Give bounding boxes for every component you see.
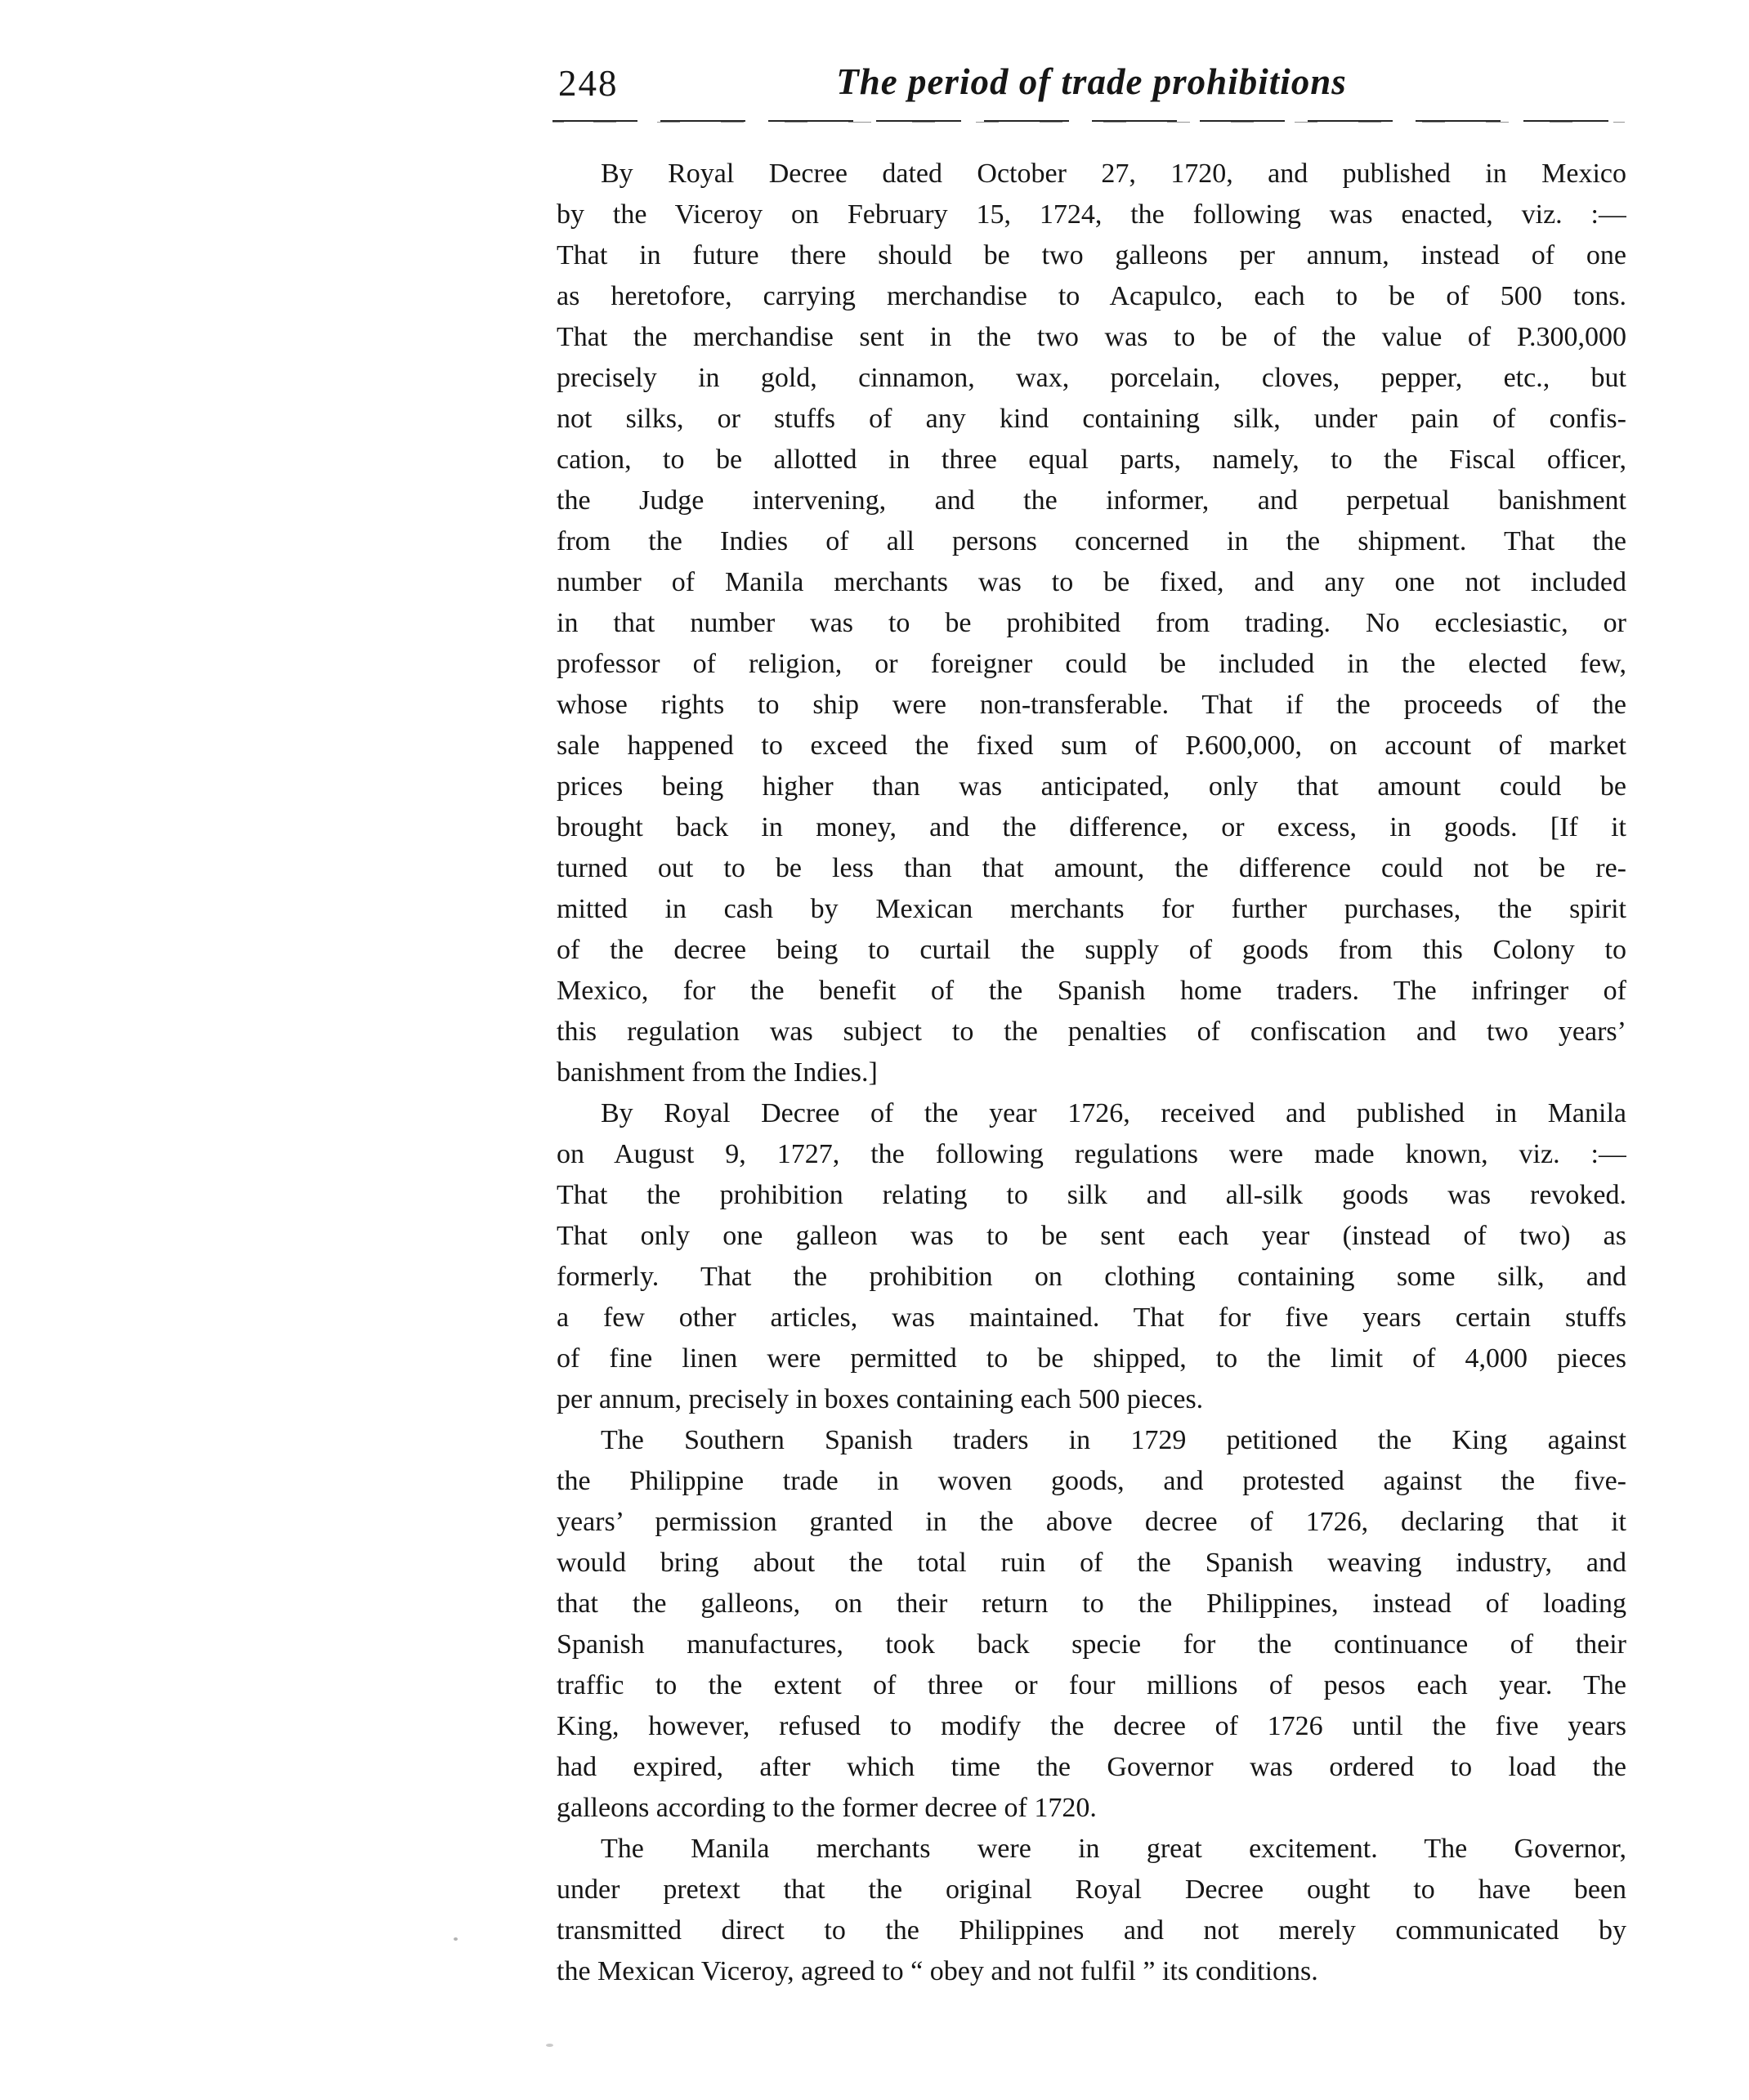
text-line: That the merchandise sent in the two was to be of the value of P.300,000 (557, 322, 1626, 352)
text-line: transmitted direct to the Philippines and not merely communicated by (557, 1915, 1626, 1946)
text-line: prices being higher than was anticipated, only that amount could be (557, 771, 1626, 802)
page-number: 248 (558, 63, 619, 104)
page-title: The period of trade prohibitions (836, 61, 1347, 102)
text-line: traffic to the extent of three or four millions of pesos each year. The (557, 1670, 1626, 1700)
text-line: That the prohibition relating to silk and all-silk goods was revoked. (557, 1180, 1626, 1210)
text-line: this regulation was subject to the penalties of confiscation and two years’ (557, 1016, 1626, 1047)
text-line: the Mexican Viceroy, agreed to “ obey and not fulfil ” its conditions. (557, 1956, 1318, 1986)
text-line: sale happened to exceed the fixed sum of P.600,000, on account of market (557, 731, 1626, 761)
header-rule (552, 120, 1625, 123)
page-header (557, 60, 1626, 103)
scan-speck (454, 1937, 458, 1941)
text-line: That only one galleon was to be sent each year (instead of two) as (557, 1221, 1626, 1251)
text-line: whose rights to ship were non-transferable. That if the proceeds of the (557, 690, 1626, 720)
text-line: the Philippine trade in woven goods, and protested against the five- (557, 1466, 1626, 1496)
text-line: would bring about the total ruin of the Spanish weaving industry, and (557, 1548, 1626, 1578)
text-line: Mexico, for the benefit of the Spanish home traders. The infringer of (557, 976, 1626, 1006)
text-line: under pretext that the original Royal Decree ought to have been (557, 1874, 1626, 1905)
text-line: years’ permission granted in the above decree of 1726, declaring that it (557, 1507, 1626, 1537)
scan-speck (546, 2044, 553, 2047)
text-line: in that number was to be prohibited from trading. No ecclesiastic, or (557, 608, 1626, 638)
text-line: brought back in money, and the difference, or excess, in goods. [If it (557, 812, 1626, 842)
text-line: cation, to be allotted in three equal parts, namely, to the Fiscal officer, (557, 445, 1626, 475)
text-line: Spanish manufactures, took back specie for the continuance of their (557, 1629, 1626, 1660)
text-line: By Royal Decree dated October 27, 1720, and published in Mexico (601, 159, 1626, 189)
text-line: mitted in cash by Mexican merchants for further purchases, the spirit (557, 894, 1626, 924)
text-line: The Manila merchants were in great excitement. The Governor, (601, 1834, 1626, 1864)
text-line: that the galleons, on their return to the Philippines, instead of loading (557, 1588, 1626, 1619)
paragraph (557, 1093, 1626, 1420)
text-line: number of Manila merchants was to be fixed, and any one not included (557, 567, 1626, 597)
paragraph (557, 1829, 1626, 1992)
text-line: That in future there should be two galleons per annum, instead of one (557, 240, 1626, 270)
text-line: By Royal Decree of the year 1726, received and published in Manila (601, 1098, 1626, 1128)
paragraph (557, 1420, 1626, 1829)
text-line: a few other articles, was maintained. That for five years certain stuffs (557, 1302, 1626, 1333)
text-line: of the decree being to curtail the supply of goods from this Colony to (557, 935, 1626, 965)
text-line: per annum, precisely in boxes containing each 500 pieces. (557, 1384, 1204, 1414)
text-line: had expired, after which time the Governor was ordered to load the (557, 1752, 1626, 1782)
text-line: from the Indies of all persons concerned in the shipment. That the (557, 526, 1626, 556)
text-line: professor of religion, or foreigner could be included in the elected few, (557, 649, 1626, 679)
text-line: not silks, or stuffs of any kind containing silk, under pain of confis- (557, 404, 1626, 434)
text-line: of fine linen were permitted to be shipped, to the limit of 4,000 pieces (557, 1343, 1626, 1374)
paragraph (557, 154, 1626, 1093)
text-line: galleons according to the former decree of 1720. (557, 1793, 1097, 1823)
text-line: as heretofore, carrying merchandise to Acapulco, each to be of 500 tons. (557, 281, 1626, 311)
text-block (557, 154, 1626, 1992)
text-line: formerly. That the prohibition on clothing containing some silk, and (557, 1262, 1626, 1292)
text-line: turned out to be less than that amount, the difference could not be re- (557, 853, 1626, 883)
text-line: the Judge intervening, and the informer, and perpetual banishment (557, 485, 1626, 516)
text-line: King, however, refused to modify the decree of 1726 until the five years (557, 1711, 1626, 1741)
text-line: precisely in gold, cinnamon, wax, porcelain, cloves, pepper, etc., but (557, 363, 1626, 393)
text-line: by the Viceroy on February 15, 1724, the following was enacted, viz. :— (557, 199, 1626, 230)
text-line: on August 9, 1727, the following regulations were made known, viz. :— (557, 1139, 1626, 1169)
text-line: The Southern Spanish traders in 1729 petitioned the King against (601, 1425, 1626, 1455)
text-line: banishment from the Indies.] (557, 1057, 878, 1088)
